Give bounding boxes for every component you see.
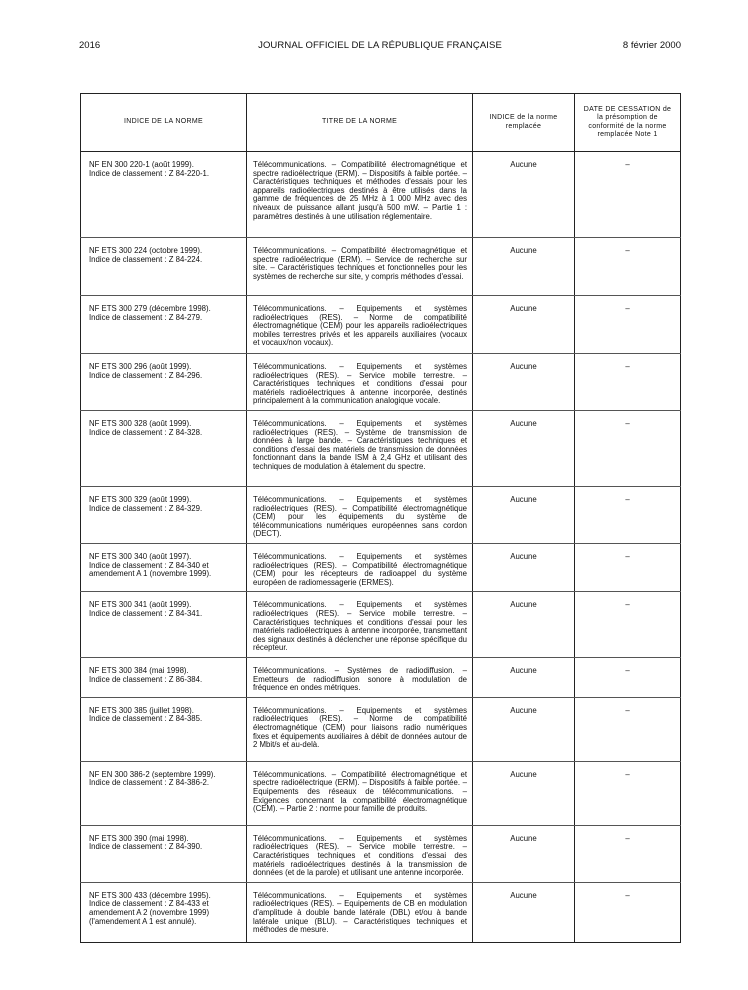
- cessation-date-cell: –: [575, 761, 681, 825]
- norm-index-cell: [81, 592, 247, 658]
- table-row: [81, 238, 681, 296]
- norm-title-cell: Télécommunications. – Equipements et systèmes radioélectriques (RES). – Service mobile terrestre. – Caractéristiques techniques et conditions d'essai pour les matériels radioélectriques à antenne incorporée, transmettant des signaux destinés à déclencher une réponse spécifique du récepteur.: [247, 592, 473, 658]
- norm-index-cell: [81, 544, 247, 592]
- table-row: [81, 354, 681, 411]
- column-header-remplacee: INDICE de la norme remplacée: [473, 94, 575, 152]
- norm-reference: NF EN 300 220-1 (août 1999).: [89, 160, 194, 169]
- classification-index: Indice de classement : Z 84-341.: [89, 608, 203, 618]
- table-row: [81, 657, 681, 697]
- replaced-norm-cell: Aucune: [473, 882, 575, 942]
- classification-index: Indice de classement : Z 84-385.: [89, 714, 203, 724]
- norm-index-cell: [81, 487, 247, 544]
- publication-date: 8 février 2000: [622, 40, 681, 51]
- cessation-date-cell: –: [575, 354, 681, 411]
- cessation-date-cell: –: [575, 544, 681, 592]
- norm-title-cell: Télécommunications. – Systèmes de radiodiffusion. – Emetteurs de radiodiffusion sonore à modulation de fréquence en ondes métriques.: [247, 657, 473, 697]
- cessation-date-cell: –: [575, 487, 681, 544]
- replaced-norm-cell: Aucune: [473, 825, 575, 882]
- cessation-date-cell: –: [575, 238, 681, 296]
- column-header-cessation: DATE DE CESSATION de la présomption de conformité de la norme remplacée Note 1: [575, 94, 681, 152]
- table-row: [81, 697, 681, 761]
- norm-index-cell: [81, 354, 247, 411]
- table-row: [81, 296, 681, 354]
- norm-index-cell: [81, 825, 247, 882]
- cessation-date-cell: –: [575, 411, 681, 487]
- norm-reference: NF EN 300 386-2 (septembre 1999).: [89, 769, 216, 779]
- norm-title-cell: Télécommunications. – Equipements et systèmes radioélectriques (RES). – Système de transmission de données à large bande. – Caractéristiques techniques et conditions d'essai des matériels de transmission de données fonctionnant dans la bande ISM à 2,4 GHz et utilisant des techniques de modulation à étalement du spectre.: [247, 411, 473, 487]
- cessation-date-cell: –: [575, 592, 681, 658]
- page-number: 2016: [79, 40, 101, 51]
- classification-index: Indice de classement : Z 84-390.: [89, 842, 203, 852]
- replaced-norm-cell: Aucune: [473, 238, 575, 296]
- classification-index: Indice de classement : Z 84-224.: [89, 254, 203, 264]
- replaced-norm-cell: Aucune: [473, 761, 575, 825]
- classification-index: Indice de classement : Z 84-220-1.: [89, 168, 210, 178]
- norm-title-cell: Télécommunications. – Equipements et systèmes radioélectriques (RES). – Norme de compatibilité électromagnétique (CEM) pour les appareils radioélectriques mobiles terrestres privés et les appareils auxiliaires (vocaux et vocaux/non vocaux).: [247, 296, 473, 354]
- cessation-date-cell: –: [575, 825, 681, 882]
- journal-title: JOURNAL OFFICIEL DE LA RÉPUBLIQUE FRANÇAISE: [258, 40, 502, 51]
- classification-index: Indice de classement : Z 84-340 et amendement A 1 (novembre 1999).: [89, 560, 212, 579]
- replaced-norm-cell: Aucune: [473, 296, 575, 354]
- norm-title-cell: Télécommunications. – Compatibilité électromagnétique et spectre radioélectrique (ERM). – Dispositifs à faible portée. – Caractéristiques techniques et méthodes d'essais pour les appareils radioélectriques destinés à être utilisés dans la gamme de fréquences de 25 MHz à 1 000 MHz avec des niveaux de puissance allant jusqu'à 500 mW. – Partie 1 : paramètres destinés à une utilisation réglementaire.: [247, 152, 473, 238]
- norm-index-cell: [81, 761, 247, 825]
- classification-index: Indice de classement : Z 84-296.: [89, 370, 203, 380]
- table-header-row: [81, 94, 681, 152]
- norm-reference: NF ETS 300 328 (août 1999).: [89, 419, 192, 428]
- column-header-indice: INDICE DE LA NORME: [81, 94, 247, 152]
- table-row: [81, 882, 681, 942]
- replaced-norm-cell: Aucune: [473, 657, 575, 697]
- norm-title-cell: Télécommunications. – Equipements et systèmes radioélectriques (RES). – Service mobile terrestre. – Caractéristiques techniques et conditions d'essai des matériels radioélectriques destinés à la transmission de données (et de la parole) et utilisant une antenne incorporée.: [247, 825, 473, 882]
- classification-index: Indice de classement : Z 84-433 et amendement A 2 (novembre 1999) (l'amendement A 1 est annulé).: [89, 899, 210, 926]
- norm-title-cell: Télécommunications. – Compatibilité électromagnétique et spectre radioélectrique (ERM). – Dispositifs à faible portée. – Equipements des réseaux de télécommunications. – Exigences concernant la compatibilité électromagnétique (CEM). – Partie 2 : norme pour famille de produits.: [247, 761, 473, 825]
- norm-index-cell: [81, 238, 247, 296]
- classification-index: Indice de classement : Z 86-384.: [89, 674, 203, 684]
- norm-reference: NF ETS 300 341 (août 1999).: [89, 600, 192, 610]
- replaced-norm-cell: Aucune: [473, 487, 575, 544]
- norm-index-cell: [81, 411, 247, 487]
- table-row: [81, 152, 681, 238]
- standards-table: [80, 93, 681, 943]
- norm-reference: NF ETS 300 384 (mai 1998).: [89, 665, 189, 675]
- table-row: [81, 544, 681, 592]
- classification-index: Indice de classement : Z 84-386-2.: [89, 778, 210, 788]
- classification-index: Indice de classement : Z 84-329.: [89, 503, 203, 513]
- norm-index-cell: [81, 697, 247, 761]
- norm-index-cell: [81, 657, 247, 697]
- table-row: [81, 761, 681, 825]
- norm-title-cell: Télécommunications. – Equipements et systèmes radioélectriques (RES). – Service mobile terrestre. – Caractéristiques techniques et conditions d'essai pour matériels radioélectriques à antenne incorporée, destinés principalement à la communication analogique vocale.: [247, 354, 473, 411]
- classification-index: Indice de classement : Z 84-328.: [89, 427, 203, 437]
- norm-reference: NF ETS 300 224 (octobre 1999).: [89, 246, 203, 255]
- replaced-norm-cell: Aucune: [473, 411, 575, 487]
- cessation-date-cell: –: [575, 882, 681, 942]
- norm-title-cell: Télécommunications. – Equipements et systèmes radioélectriques (RES). – Norme de compatibilité électromagnétique (CEM) pour liaisons radio numériques fixes et équipements auxiliaires à débit de données autour de 2 Mbit/s et au-delà.: [247, 697, 473, 761]
- norm-reference: NF ETS 300 279 (décembre 1998).: [89, 304, 211, 313]
- replaced-norm-cell: Aucune: [473, 544, 575, 592]
- replaced-norm-cell: Aucune: [473, 697, 575, 761]
- cessation-date-cell: –: [575, 657, 681, 697]
- replaced-norm-cell: Aucune: [473, 354, 575, 411]
- column-header-titre: TITRE DE LA NORME: [247, 94, 473, 152]
- norm-title-cell: Télécommunications. – Compatibilité électromagnétique et spectre radioélectrique (ERM). – Service de recherche sur site. – Caractéristiques techniques et fonctionnelles pour les systèmes de recherche sur site, y compris méthodes d'essai.: [247, 238, 473, 296]
- norm-reference: NF ETS 300 433 (décembre 1995).: [89, 890, 211, 900]
- norm-reference: NF ETS 300 340 (août 1997).: [89, 552, 192, 561]
- cessation-date-cell: –: [575, 152, 681, 238]
- norm-title-cell: Télécommunications. – Equipements et systèmes radioélectriques (RES). – Compatibilité électromagnétique (CEM) pour les récepteurs de radioappel du système européen de radiomessagerie (ERMES).: [247, 544, 473, 592]
- norm-title-cell: Télécommunications. – Equipements et systèmes radioélectriques (RES). – Compatibilité électromagnétique (CEM) pour les équipements du système de télécommunications numériques européennes sans cordon (DECT).: [247, 487, 473, 544]
- table-row: [81, 487, 681, 544]
- table-row: [81, 592, 681, 658]
- replaced-norm-cell: Aucune: [473, 152, 575, 238]
- norm-index-cell: [81, 296, 247, 354]
- norm-index-cell: [81, 152, 247, 238]
- table-row: [81, 825, 681, 882]
- norm-reference: NF ETS 300 390 (mai 1998).: [89, 833, 189, 843]
- classification-index: Indice de classement : Z 84-279.: [89, 312, 203, 322]
- norm-reference: NF ETS 300 385 (juillet 1998).: [89, 705, 194, 715]
- norm-title-cell: Télécommunications. – Equipements et systèmes radioélectriques (RES). – Equipements de CB en modulation d'amplitude à double bande latérale (DBL) et/ou à bande latérale unique (BLU). – Caractéristiques techniques et méthodes de mesure.: [247, 882, 473, 942]
- page-header: [79, 40, 681, 54]
- cessation-date-cell: –: [575, 697, 681, 761]
- replaced-norm-cell: Aucune: [473, 592, 575, 658]
- table-row: [81, 411, 681, 487]
- norm-reference: NF ETS 300 329 (août 1999).: [89, 495, 192, 504]
- norm-index-cell: [81, 882, 247, 942]
- norm-reference: NF ETS 300 296 (août 1999).: [89, 362, 192, 371]
- cessation-date-cell: –: [575, 296, 681, 354]
